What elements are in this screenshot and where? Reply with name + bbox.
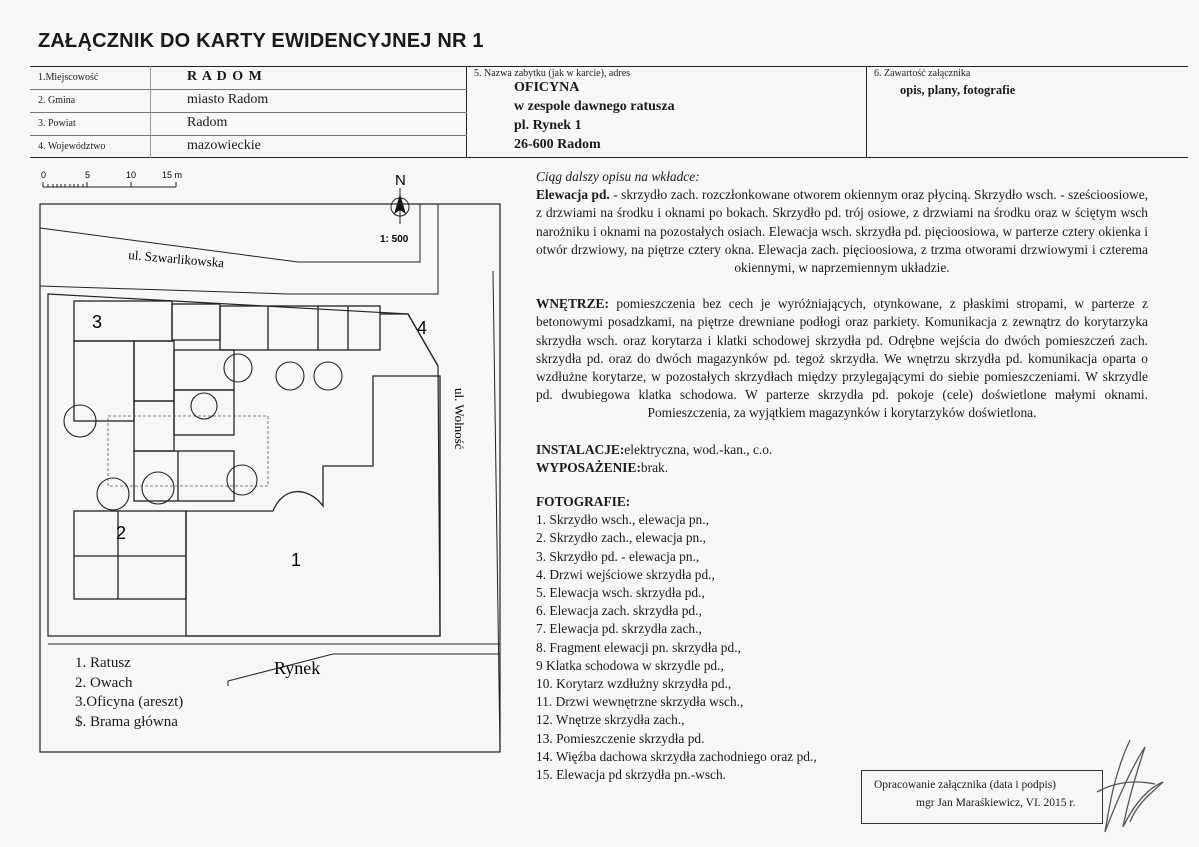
nazwa-line-2: w zespole dawnego ratusza bbox=[514, 99, 675, 114]
north-arrow-icon bbox=[391, 188, 409, 224]
header-top-border bbox=[30, 66, 1188, 67]
elewacja-label: Elewacja pd. bbox=[536, 187, 610, 203]
nazwa-line-1: OFICYNA bbox=[514, 80, 580, 95]
map-number-3: 3 bbox=[92, 312, 103, 332]
instalacje-label: INSTALACJE: bbox=[536, 441, 625, 457]
street-szwarlikowska bbox=[40, 204, 438, 294]
signature-caption: Opracowanie załącznika (data i podpis) bbox=[874, 779, 1056, 791]
scale-tick-0: 0 bbox=[41, 170, 47, 180]
header-row-line-1 bbox=[30, 89, 467, 90]
fotografie-label: FOTOGRAFIE: bbox=[536, 494, 631, 510]
elewacja-text: - skrzydło zach. rozczłonkowane otworem okiennym oraz płyciną. Skrzydło wsch. - sześcioosiowe, z drzwiami na środku i oknami po bokach. Skrzydło pd. trój osiowe, z drzwiami na środku oraz w ściętym wsch narożniku i oknami na pozostałych osiach. Elewacja wsch. skrzydła pd. pięcioosiowa, w parterze cztery okienka i otwór drzwiowy, na piętrze cztery okna. Elewacja zach. pięcioosiowa, z trzma otworami drzwiowymi i czterema okiennymi, w naprzemiennym układzie. bbox=[536, 187, 1148, 276]
scale-tick-10: 10 bbox=[126, 170, 137, 180]
wnetrze-label: WNĘTRZE: bbox=[536, 296, 609, 312]
map-number-1: 1 bbox=[291, 550, 302, 570]
photo-item: 12. Wnętrze skrzydła zach., bbox=[536, 712, 685, 728]
photo-item: 15. Elewacja pd skrzydła pn.-wsch. bbox=[536, 767, 727, 783]
legend-item-4: $. Brama główna bbox=[75, 713, 178, 730]
description-intro: Ciąg dalszy opisu na wkładce: bbox=[536, 169, 700, 184]
instalacje-text: elektryczna, wod.-kan., c.o. bbox=[624, 441, 773, 457]
handwritten-signature bbox=[1075, 732, 1175, 842]
street-wolnosc bbox=[493, 271, 500, 751]
photo-item: 11. Drzwi wewnętrzne skrzydła wsch., bbox=[536, 694, 744, 710]
photo-item: 10. Korytarz wzdłużny skrzydła pd., bbox=[536, 676, 732, 692]
nazwa-line-3: pl. Rynek 1 bbox=[514, 118, 582, 133]
scale-tick-15: 15 m bbox=[162, 170, 183, 180]
gmina-value: miasto Radom bbox=[187, 92, 269, 107]
building-oficyna bbox=[74, 301, 438, 599]
wnetrze-paragraph bbox=[536, 295, 1148, 422]
street-north-label: ul. Szwarlikowska bbox=[127, 247, 225, 271]
header-row-line-3 bbox=[30, 135, 467, 136]
wnetrze-text: pomieszczenia bez cech je wyróżniających, otynkowane, z płaskimi stropami, w parterze z betonowymi posadzkami, na piętrze drewniane podłogi oraz parkiety. Komunikacja z zewnątrz do korytarzyka skrzydła wsch. oraz korytarza i klatki schodowej skrzydła pd. Odrębne wejścia do dwóch pomieszczeń zach. skrzydła pd. oraz do dwóch magazynków pd. tegoż skrzydła. We wnętrzu skrzydła pd. komunikacja oparta o wzdłużne korytarze, w pozostałych skrzydłach między przylegającymi do siebie pomieszczeniami. W skrzydle pd. dwubiegowa klatka schodowa. W parterze skrzydła pd. pokoje (cele) doświetlone małymi oknami. Pomieszczenia, za wyjątkiem magazynków i korytarzyków doświetlona. bbox=[536, 296, 1148, 421]
photo-item: 2. Skrzydło zach., elewacja pn., bbox=[536, 530, 706, 546]
photo-item: 14. Więźba dachowa skrzydła zachodniego oraz pd., bbox=[536, 748, 817, 764]
photo-item: 8. Fragment elewacji pn. skrzydła pd., bbox=[536, 639, 741, 655]
wyposazenie-label: WYPOSAŻENIE: bbox=[536, 459, 641, 475]
scale-ratio: 1: 500 bbox=[380, 234, 409, 245]
legend-item-3: 3.Oficyna (areszt) bbox=[75, 694, 184, 710]
zawartosc-label: 6. Zawartość załącznika bbox=[874, 68, 971, 79]
street-east-label: ul. Wolność bbox=[452, 388, 467, 450]
trees bbox=[64, 354, 342, 510]
miejscowosc-value: R A D O M bbox=[187, 69, 263, 84]
header-divider-2 bbox=[866, 66, 867, 158]
legend-item-1: 1. Ratusz bbox=[75, 655, 131, 671]
instalacje-line bbox=[536, 441, 1148, 459]
wyposazenie-line bbox=[536, 459, 1148, 477]
photo-list bbox=[536, 511, 1148, 784]
elewacja-paragraph bbox=[536, 186, 1148, 277]
legend-item-2: 2. Owach bbox=[75, 674, 133, 691]
wojewodztwo-label: 4. Województwo bbox=[38, 141, 106, 152]
gmina-label: 2. Gmina bbox=[38, 95, 76, 106]
photo-item: 1. Skrzydło wsch., elewacja pn., bbox=[536, 512, 709, 528]
description-block bbox=[536, 168, 1148, 784]
photo-item: 13. Pomieszczenie skrzydła pd. bbox=[536, 730, 705, 746]
nazwa-line-4: 26-600 Radom bbox=[514, 137, 601, 152]
photo-item: 6. Elewacja zach. skrzydła pd., bbox=[536, 603, 702, 619]
miejscowosc-label: 1.Miejscowość bbox=[38, 72, 99, 83]
page-title: ZAŁĄCZNIK DO KARTY EWIDENCYJNEJ NR 1 bbox=[38, 30, 484, 52]
photo-item: 7. Elewacja pd. skrzydła zach., bbox=[536, 621, 702, 637]
map-number-4: 4 bbox=[417, 318, 428, 338]
nazwa-label: 5. Nazwa zabytku (jak w karcie), adres bbox=[474, 68, 631, 79]
wyposazenie-text: brak. bbox=[640, 459, 669, 475]
building-ratusz bbox=[186, 376, 440, 636]
scale-bar bbox=[43, 182, 176, 187]
map-legend bbox=[75, 654, 183, 732]
photo-item: 9 Klatka schodowa w skrzydle pd., bbox=[536, 657, 724, 673]
north-label: N bbox=[395, 172, 406, 189]
powiat-value: Radom bbox=[187, 115, 228, 130]
photo-item: 4. Drzwi wejściowe skrzydła pd., bbox=[536, 566, 715, 582]
wojewodztwo-value: mazowieckie bbox=[187, 138, 261, 153]
header-row-line-2 bbox=[30, 112, 467, 113]
header-bottom-border bbox=[30, 157, 1188, 158]
photo-item: 3. Skrzydło pd. - elewacja pn., bbox=[536, 548, 700, 564]
zawartosc-value: opis, plany, fotografie bbox=[900, 83, 1016, 97]
signature-author: mgr Jan Maraśkiewicz, VI. 2015 r. bbox=[916, 797, 1076, 809]
square-label: Rynek bbox=[274, 658, 321, 678]
signature-box bbox=[861, 770, 1103, 824]
scale-tick-5: 5 bbox=[85, 170, 91, 180]
photo-item: 5. Elewacja wsch. skrzydła pd., bbox=[536, 585, 705, 601]
powiat-label: 3. Powiat bbox=[38, 118, 76, 129]
map-number-2: 2 bbox=[116, 523, 127, 543]
